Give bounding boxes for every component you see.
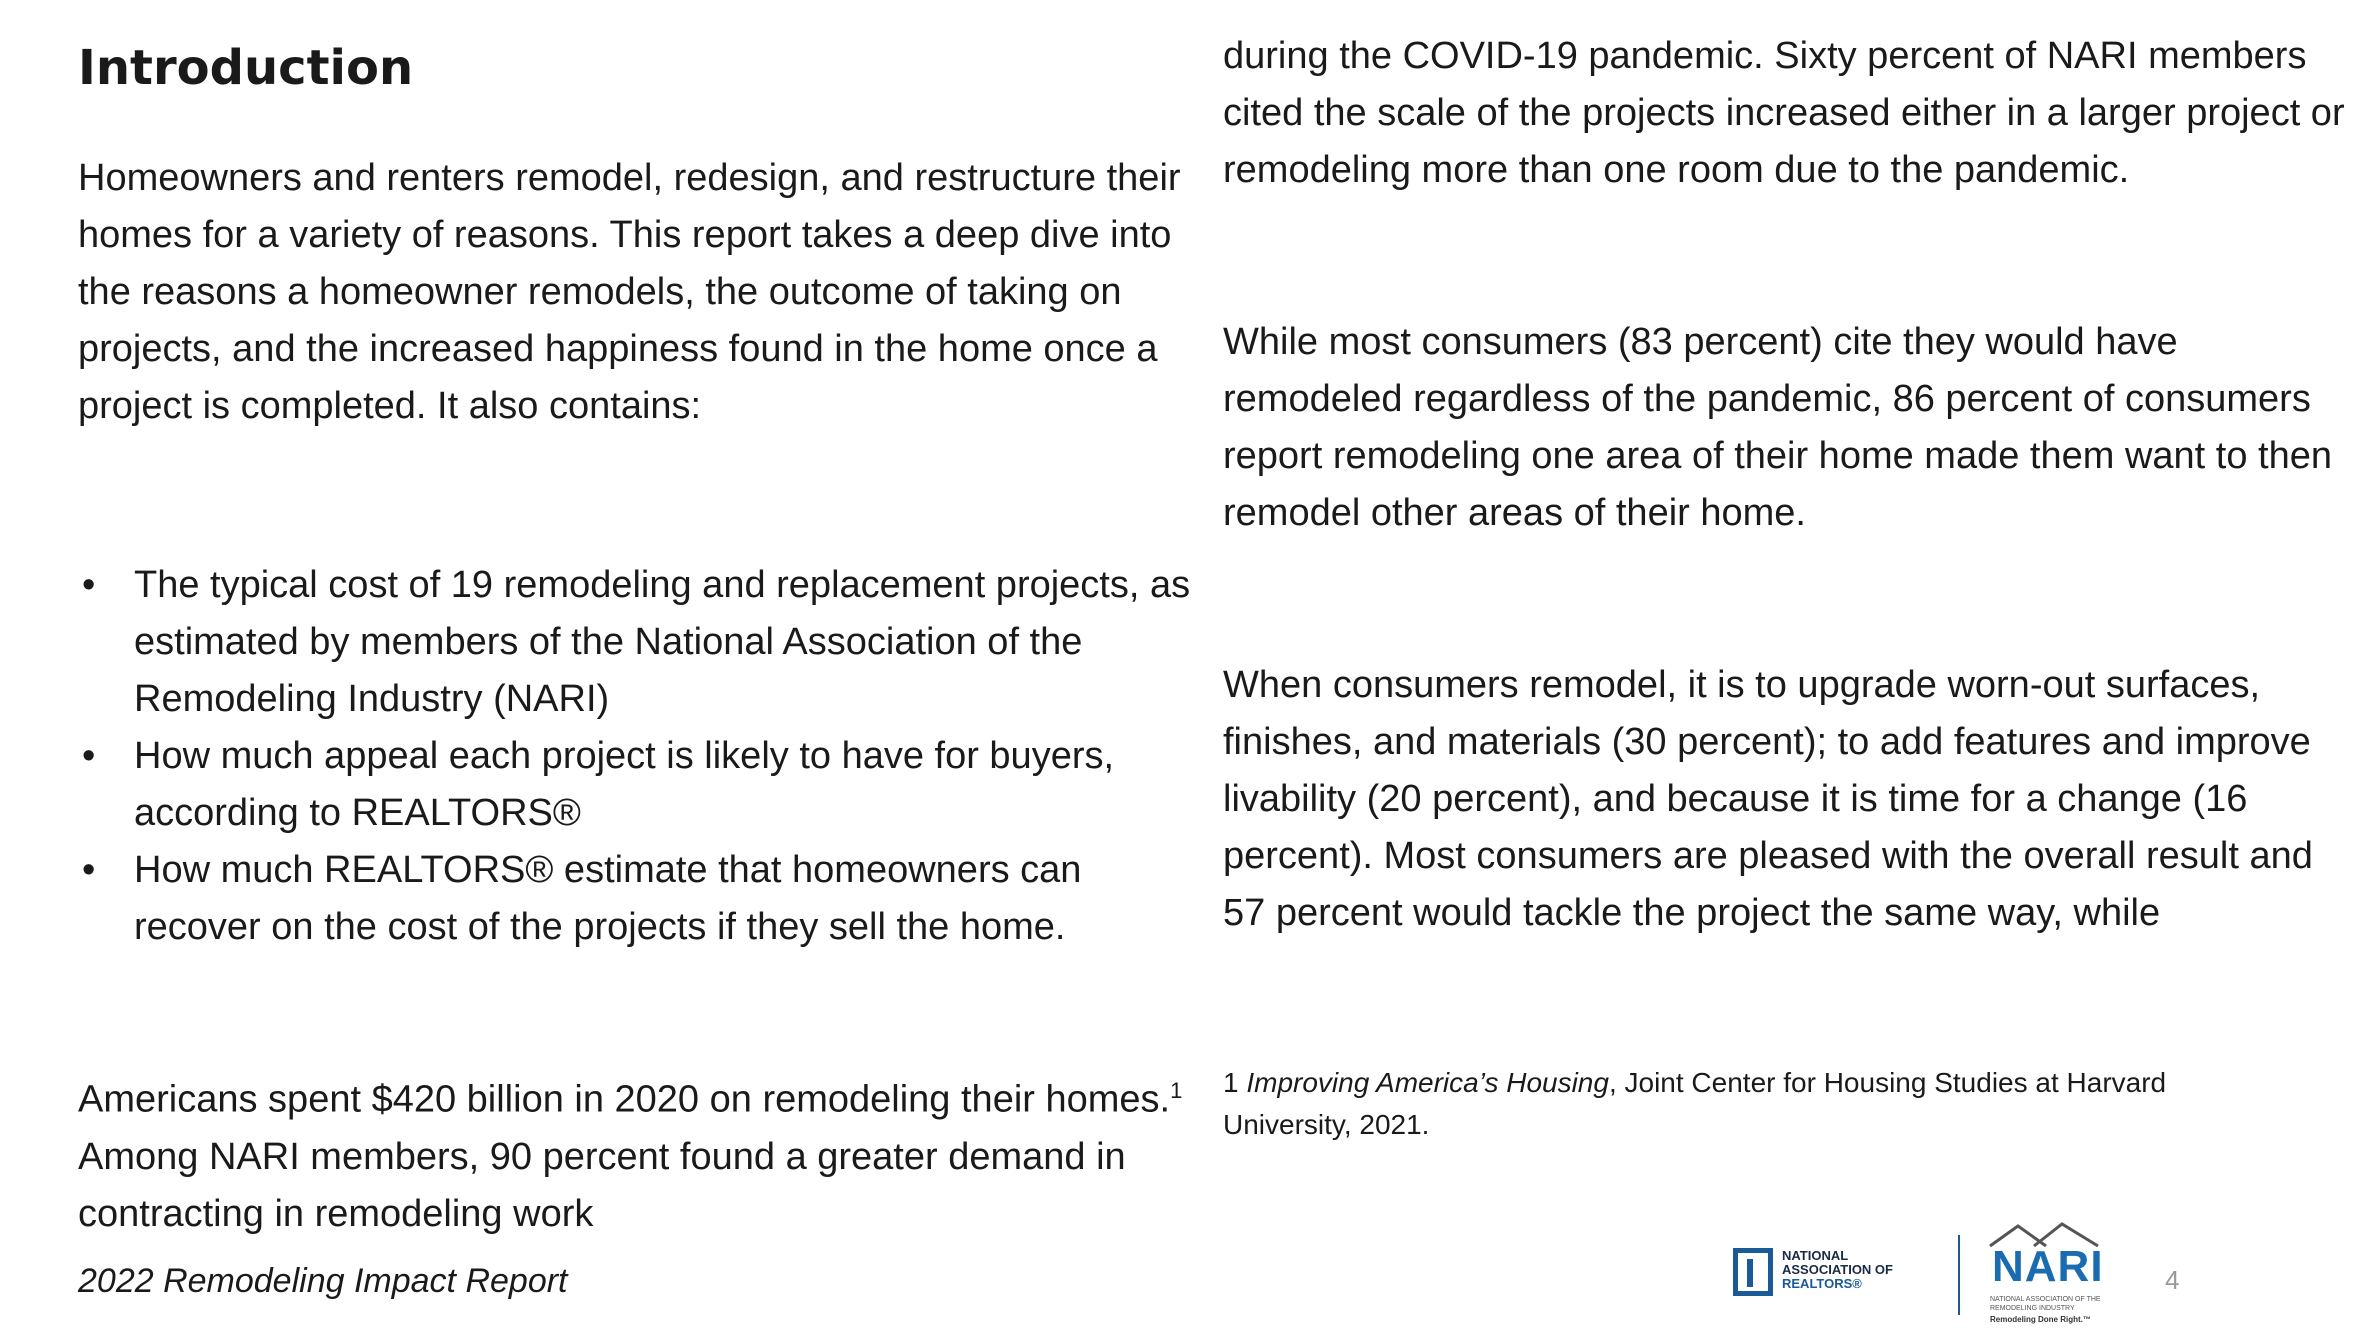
page-number: 4	[2165, 1265, 2180, 1295]
pandemic-paragraph: during the COVID-19 pandemic. Sixty percent of NARI members cited the scale of the projects increased either in a larger project or remodeling more than one room due to the pandemic.	[1223, 35, 2345, 191]
footnote	[1223, 1062, 2223, 1146]
partner-logos	[1730, 1215, 2150, 1325]
nar-logo-text	[1782, 1249, 1932, 1291]
nari-logo: NARI	[1992, 1242, 2104, 1291]
list-item: • How much REALTORS® estimate that homeowners can recover on the cost of the projects if they sell the home.	[78, 842, 1198, 956]
page-title: Introduction	[78, 40, 414, 96]
spending-paragraph	[78, 1062, 1198, 1243]
footnote-reference[interactable]: 1	[1170, 1078, 1183, 1103]
realtor-r-icon	[1733, 1248, 1773, 1296]
consumers-paragraph: While most consumers (83 percent) cite they would have remodeled regardless of the pandemic, 86 percent of consumers report remodeling one area of their home made them want to then remodel other areas of their home.	[1223, 321, 2332, 534]
nar-logo-name: NATIONAL ASSOCIATION OF	[1782, 1248, 1893, 1277]
nar-logo-realtors: REALTORS®	[1782, 1276, 1862, 1291]
footnote-source-title: Improving America’s Housing	[1246, 1067, 1609, 1098]
nari-subtitle: NATIONAL ASSOCIATION OF THE REMODELING INDUSTRY	[1990, 1296, 2101, 1312]
logo-divider	[1958, 1235, 1960, 1315]
intro-paragraph: Homeowners and renters remodel, redesign, and restructure their homes for a variety of reasons. This report takes a deep dive into the reasons a homeowner remodels, the outcome of taking on projects, and the increased happiness found in the home once a project is completed. It also contains:	[78, 157, 1181, 427]
reasons-paragraph: When consumers remodel, it is to upgrade worn-out surfaces, finishes, and materials (30 percent); to add features and improve livability (20 percent), and because it is time for a change (16 percent). Most consumers are pleased with the overall result and 57 percent would tackle the project the same way, while	[1223, 664, 2313, 934]
list-item: • The typical cost of 19 remodeling and replacement projects, as estimated by members of the National Association of the Remodeling Industry (NARI)	[78, 557, 1198, 728]
spending-text-continued: Among NARI members, 90 percent found a greater demand in contracting in remodeling work	[78, 1135, 1126, 1235]
footnote-number: 1	[1223, 1067, 1239, 1098]
spending-text: Americans spent $420 billion in 2020 on remodeling their homes.	[78, 1078, 1171, 1121]
footnote-source-rest: , Joint Center for Housing Studies at Harvard University, 2021.	[1223, 1067, 2167, 1140]
report-title: 2022 Remodeling Impact Report	[78, 1262, 568, 1300]
list-item: • How much appeal each project is likely to have for buyers, according to REALTORS®	[78, 728, 1198, 842]
nari-tagline: Remodeling Done Right.™	[1990, 1315, 2091, 1324]
bullet-list	[78, 557, 1198, 956]
